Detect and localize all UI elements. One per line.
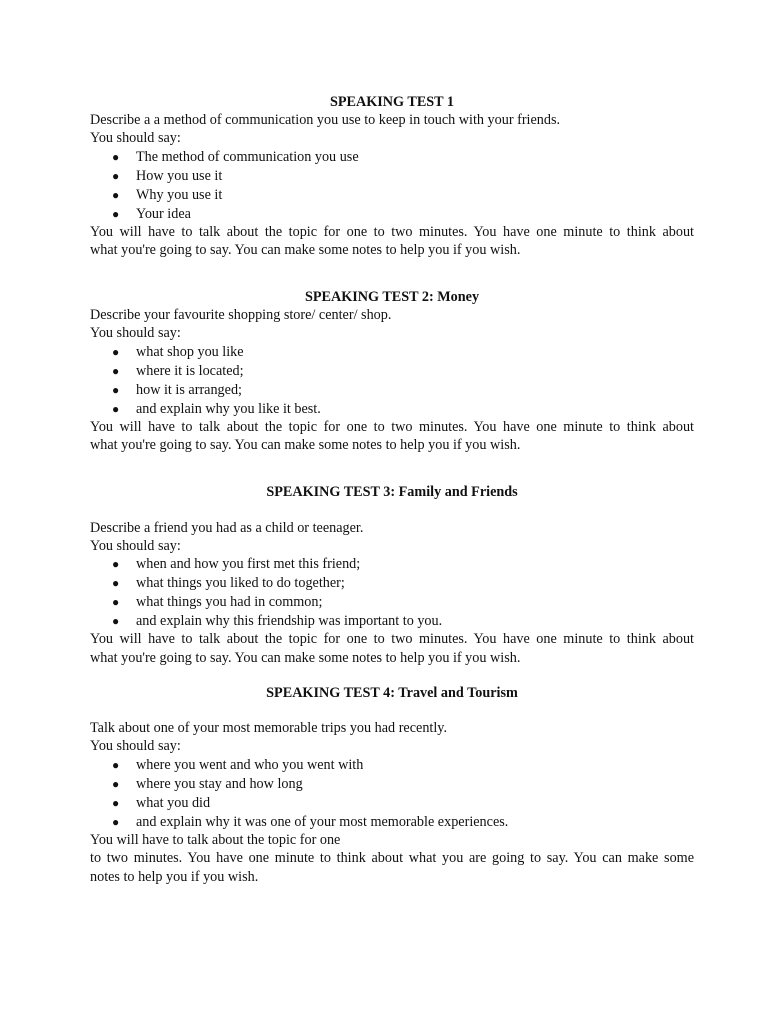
test3-bullet-text: when and how you first met this friend; [136, 556, 361, 572]
test4-closing-line: notes to help you if you wish. [90, 869, 259, 885]
test2-bullet-item [112, 362, 244, 380]
test3-heading: SPEAKING TEST 3: Family and Friends [266, 484, 518, 500]
bullet-icon: ● [112, 345, 120, 359]
test1-bullet-item [112, 167, 222, 185]
test3-bullet-text: and explain why this friendship was important to you. [136, 613, 443, 629]
test2-heading: SPEAKING TEST 2: Money [304, 289, 480, 305]
bullet-icon: ● [112, 169, 120, 183]
test2-bullet-text: where it is located; [136, 363, 244, 379]
test2-bullet-text: and explain why you like it best. [136, 401, 321, 417]
test3-closing-line: what you're going to say. You can make some notes to help you if you wish. [90, 650, 521, 666]
test4-bullet-item [112, 794, 210, 812]
bullet-icon: ● [112, 815, 120, 829]
test1-heading: SPEAKING TEST 1 [329, 94, 455, 110]
test1-bullet-item [112, 148, 359, 166]
test2-closing-line: You will have to talk about the topic for one to two minutes. You have one minute to think about [90, 419, 694, 435]
test3-bullet-item [112, 574, 345, 592]
test2-bullet-text: how it is arranged; [136, 382, 242, 398]
bullet-icon: ● [112, 796, 120, 810]
test2-bullet-item [112, 343, 244, 361]
test4-bullet-item [112, 813, 508, 831]
test2-should-say: You should say: [90, 325, 181, 341]
test2-bullet-text: what shop you like [136, 344, 244, 360]
bullet-icon: ● [112, 402, 120, 416]
bullet-icon: ● [112, 364, 120, 378]
test3-bullet-item [112, 612, 442, 630]
bullet-icon: ● [112, 758, 120, 772]
test1-bullet-item [112, 205, 191, 223]
test4-heading: SPEAKING TEST 4: Travel and Tourism [266, 685, 518, 701]
test1-bullet-text: How you use it [136, 168, 223, 184]
test1-bullet-text: The method of communication you use [136, 149, 359, 165]
test1-bullet-text: Your idea [136, 206, 191, 222]
test4-bullet-item [112, 756, 363, 774]
test3-prompt: Describe a friend you had as a child or teenager. [90, 520, 364, 536]
bullet-icon: ● [112, 383, 120, 397]
bullet-icon: ● [112, 614, 120, 628]
test3-bullet-item [112, 593, 322, 611]
bullet-icon: ● [112, 557, 120, 571]
test3-should-say: You should say: [90, 538, 181, 554]
bullet-icon: ● [112, 595, 120, 609]
test1-closing-line: You will have to talk about the topic for one to two minutes. You have one minute to think about [90, 224, 694, 240]
test2-bullet-item [112, 381, 242, 399]
test4-bullet-text: where you stay and how long [136, 776, 303, 792]
test1-closing-line: what you're going to say. You can make some notes to help you if you wish. [90, 242, 521, 258]
bullet-icon: ● [112, 188, 120, 202]
test2-bullet-item [112, 400, 321, 418]
test2-prompt: Describe your favourite shopping store/ center/ shop. [90, 307, 392, 323]
test3-bullet-text: what things you liked to do together; [136, 575, 345, 591]
test3-bullet-item [112, 555, 360, 573]
bullet-icon: ● [112, 777, 120, 791]
test4-prompt: Talk about one of your most memorable trips you had recently. [90, 720, 448, 736]
test2-closing-line: what you're going to say. You can make some notes to help you if you wish. [90, 437, 521, 453]
test4-closing-line: to two minutes. You have one minute to think about what you are going to say. You can make some [90, 850, 694, 866]
test4-bullet-item [112, 775, 303, 793]
test1-prompt: Describe a a method of communication you use to keep in touch with your friends. [90, 112, 561, 128]
test3-closing-line: You will have to talk about the topic for one to two minutes. You have one minute to think about [90, 631, 694, 647]
test1-should-say: You should say: [90, 130, 181, 146]
test4-bullet-text: and explain why it was one of your most memorable experiences. [136, 814, 509, 830]
test4-closing-line: You will have to talk about the topic for one [90, 832, 341, 848]
bullet-icon: ● [112, 576, 120, 590]
test4-bullet-text: where you went and who you went with [136, 757, 364, 773]
bullet-icon: ● [112, 150, 120, 164]
test4-bullet-text: what you did [136, 795, 211, 811]
test3-bullet-text: what things you had in common; [136, 594, 323, 610]
test1-bullet-text: Why you use it [136, 187, 223, 203]
test1-bullet-item [112, 186, 222, 204]
test4-should-say: You should say: [90, 738, 181, 754]
bullet-icon: ● [112, 207, 120, 221]
